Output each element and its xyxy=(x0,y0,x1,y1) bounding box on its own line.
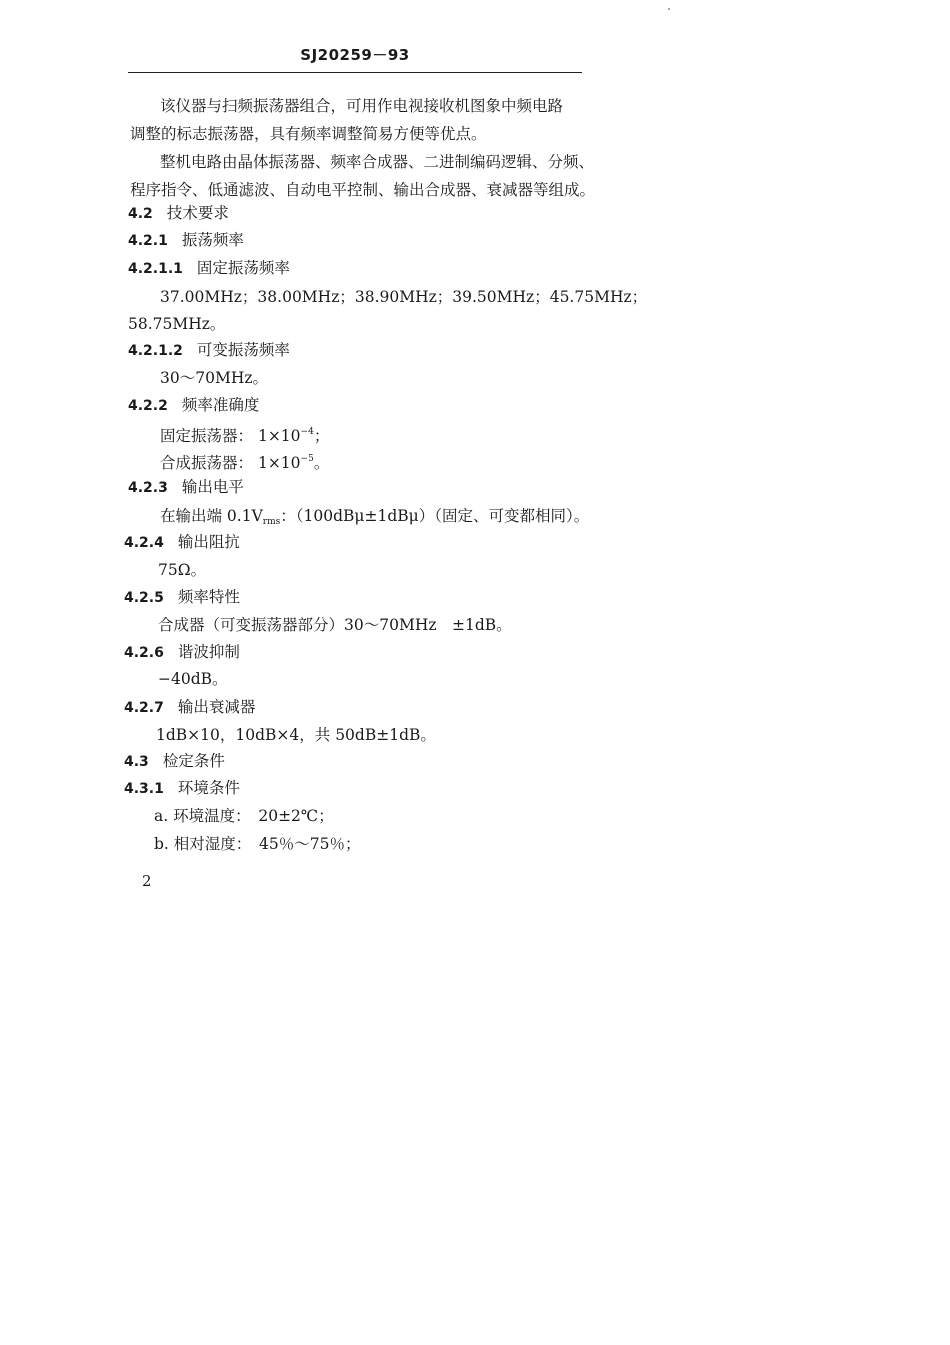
attenuator-spec: 1dB×10，10dB×4，共 50dB±1dB。 xyxy=(156,726,436,744)
accuracy-base: 1×10 xyxy=(257,454,301,472)
section-4-2-7 xyxy=(124,697,255,718)
section-title: 输出阻抗 xyxy=(177,533,240,551)
section-title: 输出衰减器 xyxy=(177,698,256,716)
variable-frequency-range: 30～70MHz。 xyxy=(160,369,269,387)
section-title: 频率准确度 xyxy=(181,396,260,414)
section-4-2-1-1 xyxy=(128,258,290,279)
page-number: 2 xyxy=(142,872,152,890)
fixed-oscillator-accuracy xyxy=(160,422,329,446)
section-4-2-2 xyxy=(128,395,259,416)
paragraph-line-2: 调整的标志振荡器，具有频率调整简易方便等优点。 xyxy=(130,125,487,143)
section-4-2-6 xyxy=(124,642,240,663)
section-4-2-3 xyxy=(128,477,244,498)
header-rule xyxy=(128,72,582,73)
fixed-frequencies-line-1: 37.00MHz；38.00MHz；38.90MHz；39.50MHz；45.75MHz； xyxy=(160,288,648,306)
section-title: 检定条件 xyxy=(162,752,225,770)
rms-subscript: rms xyxy=(262,517,281,527)
section-4-2-4 xyxy=(124,532,240,553)
accuracy-label: 固定振荡器： xyxy=(160,427,254,445)
section-title: 谐波抑制 xyxy=(177,643,240,661)
section-4-2-5 xyxy=(124,587,240,608)
scan-speck xyxy=(668,8,670,10)
paragraph-line-1: 该仪器与扫频振荡器组合，可用作电视接收机图象中频电路 xyxy=(160,97,564,115)
synth-oscillator-accuracy xyxy=(160,449,329,473)
section-number: 4.2 xyxy=(128,206,153,222)
section-title: 可变振荡频率 xyxy=(196,341,290,359)
section-number: 4.3 xyxy=(124,754,149,770)
paragraph-line-4: 程序指令、低通滤波、自动电平控制、输出合成器、衰减器等组成。 xyxy=(130,181,596,199)
harmonic-suppression-value: −40dB。 xyxy=(158,670,228,688)
section-title: 固定振荡频率 xyxy=(196,259,290,277)
accuracy-exponent: −4 xyxy=(300,427,314,437)
fixed-frequencies-line-2: 58.75MHz。 xyxy=(128,315,226,333)
section-4-3-1 xyxy=(124,778,240,799)
section-number: 4.2.1 xyxy=(128,233,168,249)
section-4-2-1-2 xyxy=(128,340,290,361)
section-number: 4.2.1.2 xyxy=(128,343,183,359)
paragraph-line-3: 整机电路由晶体振荡器、频率合成器、二进制编码逻辑、分频、 xyxy=(160,153,595,171)
output-impedance-value: 75Ω。 xyxy=(158,561,207,579)
section-4-2 xyxy=(128,203,229,224)
section-number: 4.3.1 xyxy=(124,781,164,797)
section-4-3 xyxy=(124,751,225,772)
section-title: 环境条件 xyxy=(177,779,240,797)
accuracy-end: ； xyxy=(313,427,330,445)
section-title: 技术要求 xyxy=(166,204,229,222)
accuracy-base: 1×10 xyxy=(257,427,301,445)
section-title: 频率特性 xyxy=(177,588,240,606)
section-title: 输出电平 xyxy=(181,478,244,496)
section-number: 4.2.3 xyxy=(128,480,168,496)
output-level-spec xyxy=(160,506,589,532)
accuracy-exponent: −5 xyxy=(300,454,314,464)
output-level-suffix: ：（100dBμ±1dBμ）（固定、可变都相同）。 xyxy=(280,507,590,525)
section-number: 4.2.6 xyxy=(124,645,164,661)
section-number: 4.2.7 xyxy=(124,700,164,716)
section-number: 4.2.2 xyxy=(128,398,168,414)
relative-humidity-spec: b. 相对湿度： 45％～75％； xyxy=(154,835,361,853)
accuracy-label: 合成振荡器： xyxy=(160,454,254,472)
frequency-response-spec: 合成器（可变振荡器部分）30～70MHz ±1dB。 xyxy=(158,616,512,634)
section-number: 4.2.1.1 xyxy=(128,261,183,277)
section-4-2-1 xyxy=(128,230,244,251)
section-number: 4.2.4 xyxy=(124,535,164,551)
accuracy-end: 。 xyxy=(313,454,330,472)
ambient-temperature-spec: a. 环境温度： 20±2℃； xyxy=(154,807,334,825)
section-title: 振荡频率 xyxy=(181,231,244,249)
document-code-header: SJ20259－93 xyxy=(300,46,410,64)
output-level-prefix: 在输出端 0.1V xyxy=(160,507,263,525)
section-number: 4.2.5 xyxy=(124,590,164,606)
